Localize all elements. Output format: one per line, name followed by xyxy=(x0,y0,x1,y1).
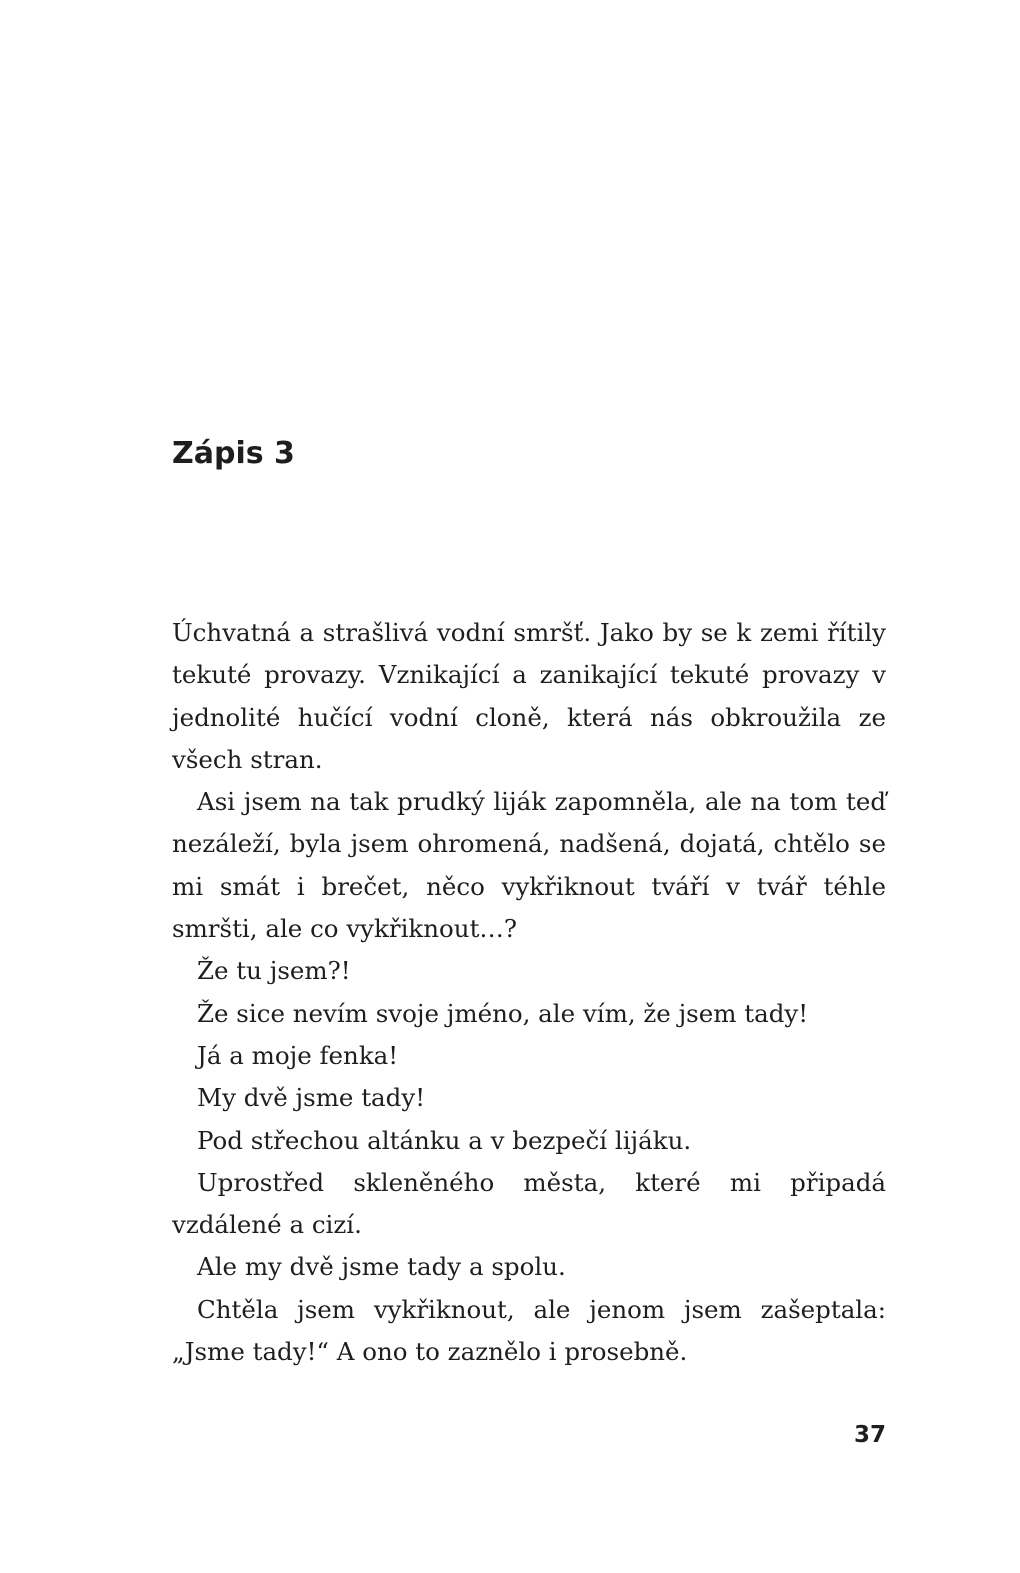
paragraph: Chtěla jsem vykřiknout, ale jenom jsem zašeptala: „Jsme tady!“ A ono to zaznělo i prosebně. xyxy=(172,1294,886,1367)
paragraph: Pod střechou altánku a v bezpečí lijáku. xyxy=(197,1125,692,1155)
chapter-title: Zápis 3 xyxy=(172,436,295,471)
paragraph: Úchvatná a strašlivá vodní smršť. Jako by se k zemi řítily tekuté provazy. Vznikající a zanikající tekuté provazy v jednolité hučící vodní cloně, která nás obkroužila ze všech stran. xyxy=(172,618,886,774)
paragraph: My dvě jsme tady! xyxy=(197,1083,426,1113)
paragraph: Že tu jsem?! xyxy=(197,956,351,986)
paragraph: Ale my dvě jsme tady a spolu. xyxy=(197,1252,566,1282)
page-number: 37 xyxy=(853,1422,886,1448)
paragraph: Že sice nevím svoje jméno, ale vím, že jsem tady! xyxy=(197,998,809,1028)
paragraph: Asi jsem na tak prudký liják zapomněla, ale na tom teď nezáleží, byla jsem ohromená, nadšená, dojatá, chtělo se mi smát i brečet, něco vykřiknout tváří v tvář téhle smršti, ale co vykřiknout…? xyxy=(172,787,886,944)
chapter-body xyxy=(172,612,886,1373)
paragraph: Uprostřed skleněného města, které mi připadá vzdálené a cizí. xyxy=(172,1167,886,1240)
paragraph: Já a moje fenka! xyxy=(197,1040,399,1070)
